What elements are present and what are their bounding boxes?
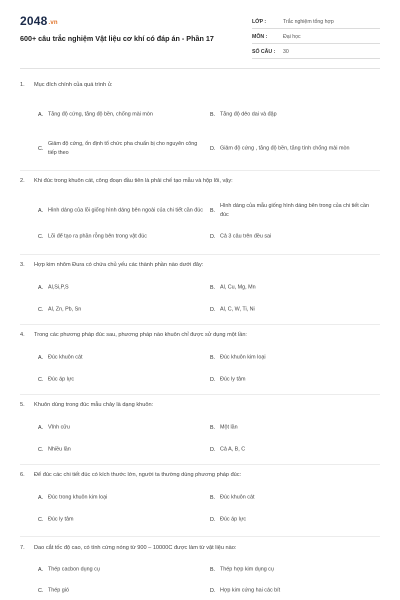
option-text: Một lần <box>220 424 238 431</box>
question-divider <box>20 394 380 395</box>
option-text: Cả 3 câu trên đều sai <box>220 233 272 240</box>
option-text: Al,Si,P,S <box>48 284 69 291</box>
option-b[interactable] <box>210 101 378 129</box>
option-b[interactable] <box>210 490 378 506</box>
option-label: A. <box>38 495 44 501</box>
option-d[interactable] <box>210 583 378 599</box>
option-label: B. <box>210 567 216 573</box>
option-text: Giảm độ cứng , tăng độ bền, tăng tính chống mài mòn <box>220 145 350 152</box>
option-text: Đúc áp lực <box>220 516 247 523</box>
question-number: 2. <box>20 178 25 184</box>
option-label: C. <box>38 234 44 240</box>
option-b[interactable] <box>210 420 378 436</box>
option-label: B. <box>210 425 216 431</box>
option-b[interactable] <box>210 197 378 225</box>
question-stem <box>20 472 380 484</box>
question-stem <box>20 545 380 557</box>
option-a[interactable] <box>38 280 206 296</box>
site-logo[interactable] <box>20 14 58 28</box>
option-text: Tăng độ dẻo dai và đập <box>220 111 277 118</box>
option-label: A. <box>38 567 44 573</box>
option-a[interactable] <box>38 420 206 436</box>
question-number: 1. <box>20 82 25 88</box>
meta-value: 30 <box>283 49 289 55</box>
option-c[interactable] <box>38 302 206 318</box>
option-text: Đúc ly tâm <box>48 516 74 523</box>
logo-suffix: .vn <box>48 20 58 26</box>
option-text: Lõi để tạo ra phần rỗng bên trong vật đúc <box>48 233 147 240</box>
option-text: Nhiều lần <box>48 446 71 453</box>
option-label: D. <box>210 517 216 523</box>
option-text: Thép cacbon dụng cụ <box>48 566 100 573</box>
question-text: Dao cắt tốc độ cao, có tính cứng nóng từ 900 – 10000C được làm từ vật liệu nào: <box>34 545 237 551</box>
question-number: 5. <box>20 402 25 408</box>
option-b[interactable] <box>210 280 378 296</box>
question-divider <box>20 464 380 465</box>
option-label: C. <box>38 588 44 594</box>
meta-key: SỐ CÂU : <box>252 49 276 55</box>
option-label: B. <box>210 355 216 361</box>
question-number: 7. <box>20 545 25 551</box>
option-a[interactable] <box>38 197 206 225</box>
question-text: Để đúc các chi tiết đúc có kích thước lớn, người ta thường dùng phương pháp đúc: <box>34 472 242 478</box>
option-label: C. <box>38 377 44 383</box>
option-text: Hợp kim cứng hai các bít <box>220 587 281 594</box>
option-c[interactable] <box>38 229 206 245</box>
question-divider <box>20 324 380 325</box>
question-number: 6. <box>20 472 25 478</box>
option-text: Al, C, W, Ti, Ni <box>220 306 255 313</box>
document-header <box>0 0 400 68</box>
option-label: C. <box>38 517 44 523</box>
option-label: D. <box>210 307 216 313</box>
question-stem <box>20 262 380 274</box>
option-text: Vĩnh cửu <box>48 424 70 431</box>
option-label: B. <box>210 112 216 118</box>
option-a[interactable] <box>38 350 206 366</box>
option-text: Hình dáng của lõi giống hình dáng bên ngoài của chi tiết cần đúc <box>48 207 203 214</box>
option-text: Hình dáng của mẫu giống hình dáng bên trong của chi tiết cần đúc <box>220 203 369 218</box>
option-label: C. <box>38 307 44 313</box>
option-c[interactable] <box>38 512 206 528</box>
option-text: Tăng độ cứng, tăng độ bền, chống mài mòn <box>48 111 153 118</box>
meta-row-count <box>252 46 380 59</box>
option-text: Al, Cu, Mg, Mn <box>220 284 256 291</box>
option-text: Đúc khuôn kim loại <box>220 354 266 361</box>
option-a[interactable] <box>38 490 206 506</box>
option-label: D. <box>210 377 216 383</box>
meta-key: MÔN : <box>252 34 268 40</box>
option-d[interactable] <box>210 135 378 163</box>
option-text: Cả A, B, C <box>220 446 246 453</box>
option-label: D. <box>210 234 216 240</box>
question-text: Mục đích chính của quá trình ủ: <box>34 82 113 88</box>
option-text: Giảm độ cứng, ổn định tổ chức pha chuẩn bị cho nguyên công tiếp theo <box>48 141 198 156</box>
option-label: A. <box>38 112 44 118</box>
option-text: Thép hợp kim dụng cụ <box>220 566 274 573</box>
question-divider <box>20 536 380 537</box>
option-b[interactable] <box>210 562 378 578</box>
option-label: D. <box>210 588 216 594</box>
question-number: 3. <box>20 262 25 268</box>
option-text: Thép gió <box>48 587 69 594</box>
option-label: B. <box>210 208 216 214</box>
option-d[interactable] <box>210 442 378 458</box>
meta-value: Đại học <box>283 34 301 40</box>
option-text: Đúc khuôn cát <box>220 494 255 501</box>
question-stem <box>20 332 380 344</box>
question-stem <box>20 178 380 190</box>
question-divider <box>20 254 380 255</box>
question-text: Khi đúc trong khuôn cát, công đoạn đầu tiên là phải chế tạo mẫu và hộp lõi, vậy: <box>34 178 233 184</box>
option-label: D. <box>210 447 216 453</box>
option-label: A. <box>38 425 44 431</box>
question-text: Hợp kim nhôm Đura có chứa chủ yếu các thành phần nào dưới đây: <box>34 262 204 268</box>
option-text: Đúc trong khuôn kim loại <box>48 494 108 501</box>
option-d[interactable] <box>210 229 378 245</box>
option-c[interactable] <box>38 135 206 163</box>
meta-row-class <box>252 16 380 29</box>
document-title: 600+ câu trắc nghiệm Vật liệu cơ khí có đáp án - Phần 17 <box>20 34 214 43</box>
option-text: Đúc khuôn cát <box>48 354 83 361</box>
question-stem <box>20 82 380 94</box>
option-d[interactable] <box>210 372 378 388</box>
option-a[interactable] <box>38 101 206 129</box>
option-label: C. <box>38 146 44 152</box>
option-text: Al, Zn, Pb, Sn <box>48 306 82 313</box>
option-label: B. <box>210 495 216 501</box>
option-label: A. <box>38 355 44 361</box>
question-text: Khuôn dùng trong đúc mẫu chảy là dạng khuôn: <box>34 402 154 408</box>
option-a[interactable] <box>38 562 206 578</box>
option-d[interactable] <box>210 302 378 318</box>
option-c[interactable] <box>38 583 206 599</box>
option-c[interactable] <box>38 442 206 458</box>
option-text: Đúc ly tâm <box>220 376 246 383</box>
logo-text: 2048 <box>20 14 48 28</box>
option-d[interactable] <box>210 512 378 528</box>
meta-key: LỚP : <box>252 19 267 25</box>
question-number: 4. <box>20 332 25 338</box>
option-label: A. <box>38 208 44 214</box>
option-b[interactable] <box>210 350 378 366</box>
question-divider <box>20 170 380 171</box>
question-stem <box>20 402 380 414</box>
header-divider <box>20 68 380 69</box>
option-label: D. <box>210 146 216 152</box>
option-label: C. <box>38 447 44 453</box>
question-text: Trong các phương pháp đúc sau, phương pháp nào khuôn chỉ được sử dụng một lần: <box>34 332 247 338</box>
option-label: A. <box>38 285 44 291</box>
meta-row-subject <box>252 31 380 44</box>
option-c[interactable] <box>38 372 206 388</box>
option-label: B. <box>210 285 216 291</box>
meta-value: Trắc nghiệm tổng hợp <box>283 19 334 25</box>
option-text: Đúc áp lực <box>48 376 75 383</box>
